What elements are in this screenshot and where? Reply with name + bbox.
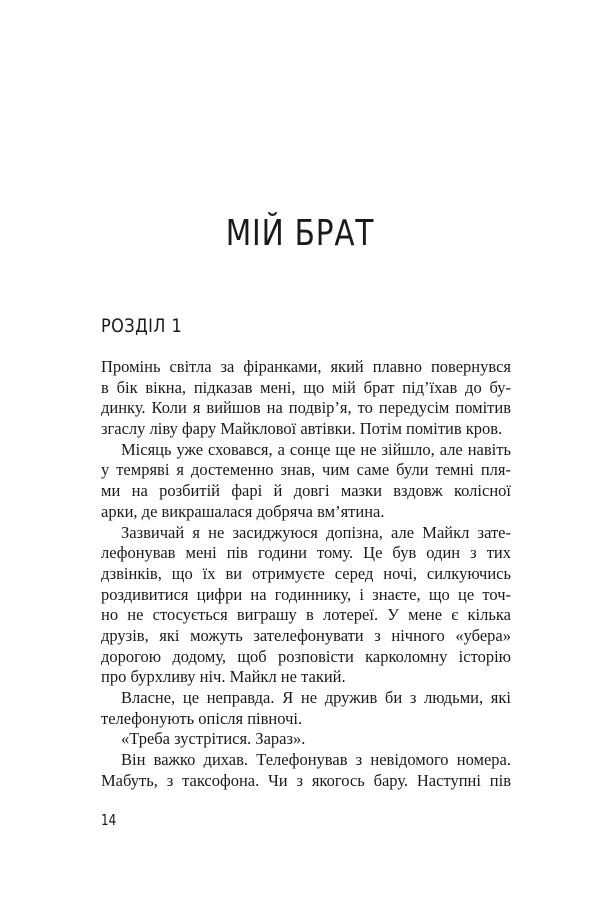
text-line: «Треба зустрітися. Зараз». <box>121 729 306 749</box>
text-line: друзів, які можуть зателефонувати з нічного «убера» <box>101 625 511 645</box>
text-line: дорогою додому, щоб розповісти карколомну історію <box>101 646 511 666</box>
text-line: ми на розбитій фарі й довгі мазки вздовж колісної <box>101 481 511 501</box>
text-line: Власне, це неправда. Я не дружив би з людьми, які <box>121 688 511 707</box>
text-line: но не стосується виграшу в лотереї. У мене є кілька <box>101 605 511 625</box>
text-line: згаслу ліву фару Майклової автівки. Потім помітив кров. <box>101 419 503 439</box>
body-text <box>101 357 511 791</box>
text-line: Зазвичай я не засиджуюся допізна, але Майкл зате- <box>121 522 511 542</box>
chapter-heading: РОЗДІЛ 1 <box>101 315 183 337</box>
text-line: про бурхливу ніч. Майкл не такий. <box>101 667 346 687</box>
text-line: Місяць уже сховався, а сонце ще не зійшло, але навіть <box>121 439 511 459</box>
page-number: 14 <box>101 811 117 829</box>
text-line: в бік вікна, підказав мені, що мій брат під’їхав до бу- <box>101 377 511 397</box>
text-line: Промінь світла за фіранками, який плавно повернувся <box>101 357 511 376</box>
text-line: дзвінків, що їх ви отримуєте серед ночі, силкуючись <box>101 563 511 583</box>
text-line: у темряві я достеменно знав, чим саме були темні пля- <box>101 460 511 480</box>
text-line: Він важко дихав. Телефонував з невідомого номера. <box>121 750 511 770</box>
text-line: роздивитися цифри на годиннику, і знаєте, що це точ- <box>101 584 511 604</box>
text-line: арки, де викрашалася добряча вм’ятина. <box>101 501 385 521</box>
text-line: Мабуть, з таксофона. Чи з якогось бару. Наступні пів <box>101 770 511 790</box>
text-line: динку. Коли я вийшов на подвір’я, то передусім помітив <box>101 398 511 418</box>
text-line: лефонував мені пів години тому. Це був один з тих <box>101 543 511 563</box>
text-line: телефонують опісля півночі. <box>101 708 303 728</box>
chapter-title: МІЙ БРАТ <box>225 213 375 254</box>
